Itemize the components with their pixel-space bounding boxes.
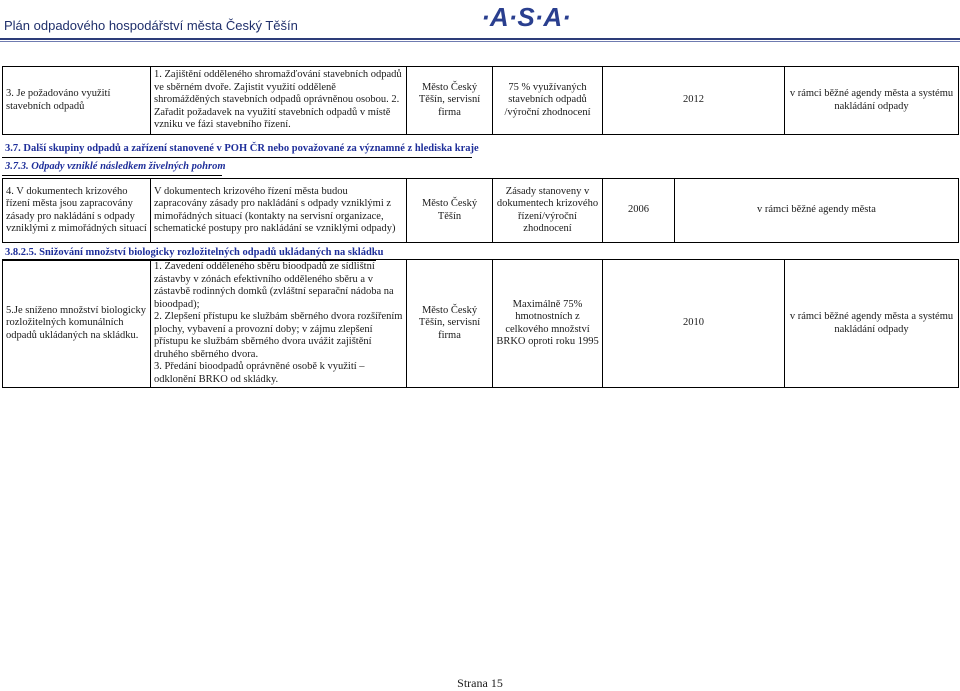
funding-cell: v rámci běžné agendy města a systému nakládání odpady <box>785 67 959 135</box>
indicator-cell: 75 % využívaných stavebních odpadů /výroční zhodnocení <box>493 67 603 135</box>
goal-cell: 3. Je požadováno využití stavebních odpadů <box>3 67 151 135</box>
indicator-cell: Zásady stanoveny v dokumentech krizového řízení/výroční zhodnocení <box>493 179 603 243</box>
measures-cell: V dokumentech krizového řízení města budou zapracovány zásady pro nakládání s odpady vzniklými z mimořádných situací (kontakty na servisní organizace, schematické postupy pro nakládání se vzniklými odpady) <box>151 179 407 243</box>
table-row <box>3 260 959 388</box>
funding-cell: v rámci běžné agendy města a systému nakládání odpady <box>785 260 959 388</box>
goal-table-row3 <box>2 66 959 135</box>
section-heading-3-7: 3.7. Další skupiny odpadů a zařízení stanovené v POH ČR nebo považované za významné z hlediska kraje <box>5 143 479 154</box>
indicator-cell: Maximálně 75% hmotnostních z celkového množství BRKO oproti roku 1995 <box>493 260 603 388</box>
responsible-cell: Město Český Těšín <box>407 179 493 243</box>
measure-item-2: 2. Zlepšení přístupu ke službám sběrného dvora rozšířením plochy, vybavení a provozní doby; v zájmu zlepšení přístupu ke službám sběrného dvora uvážit zajištění druhého sběrného dvora. <box>154 311 403 360</box>
page-number: Strana 15 <box>457 676 503 690</box>
measure-item-1: 1. Zavedení odděleného sběru bioodpadů ze sídlištní zástavby v zónách efektivního odděleného sběru a v zástavbě rodinných domků (zvláštní separační nádoba na bioodpad); <box>154 261 394 310</box>
table-row <box>3 67 959 135</box>
table-row <box>3 179 959 243</box>
section-heading-3-8-2-5: 3.8.2.5. Snižování množství biologicky rozložitelných odpadů ukládaných na skládku <box>5 247 384 258</box>
svg-text:·A·S·A·: ·A·S·A· <box>481 2 571 32</box>
page-header <box>0 0 960 40</box>
divider <box>2 157 472 158</box>
responsible-cell: Město Český Těšín, servisní firma <box>407 260 493 388</box>
funding-cell: v rámci běžné agendy města <box>675 179 959 243</box>
deadline-cell: 2012 <box>603 67 785 135</box>
header-rule <box>0 38 960 40</box>
measures-cell <box>151 260 407 388</box>
document-title: Plán odpadového hospodářství města Český Těšín <box>4 18 298 33</box>
goal-cell: 4. V dokumentech krizového řízení města jsou zapracovány zásady pro nakládání s odpady vzniklými z mimořádných situací <box>3 179 151 243</box>
measure-item-3: 3. Předání bioodpadů oprávněné osobě k využití – odklonění BRKO od skládky. <box>154 361 365 385</box>
deadline-cell: 2010 <box>603 260 785 388</box>
header-rule-thin <box>0 41 960 42</box>
goal-cell: 5.Je sníženo množství biologicky rozložitelných komunálních odpadů ukládaných na skládku. <box>3 260 151 388</box>
divider <box>2 175 222 176</box>
goal-table-row5 <box>2 259 959 388</box>
asa-logo <box>480 2 572 32</box>
deadline-cell: 2006 <box>603 179 675 243</box>
section-heading-3-7-3: 3.7.3. Odpady vzniklé následkem živelných pohrom <box>5 161 226 172</box>
responsible-cell: Město Český Těšín, servisní firma <box>407 67 493 135</box>
measures-cell: 1. Zajištění odděleného shromažďování stavebních odpadů ve sběrném dvoře. Zajistit využití odděleně shromážděných stavebních odpadů oprávněnou osobou. 2. Zařadit požadavek na využití stavebních odpadů v místě vzniku ve fázi stavebního řízení. <box>151 67 407 135</box>
goal-table-row4 <box>2 178 959 243</box>
